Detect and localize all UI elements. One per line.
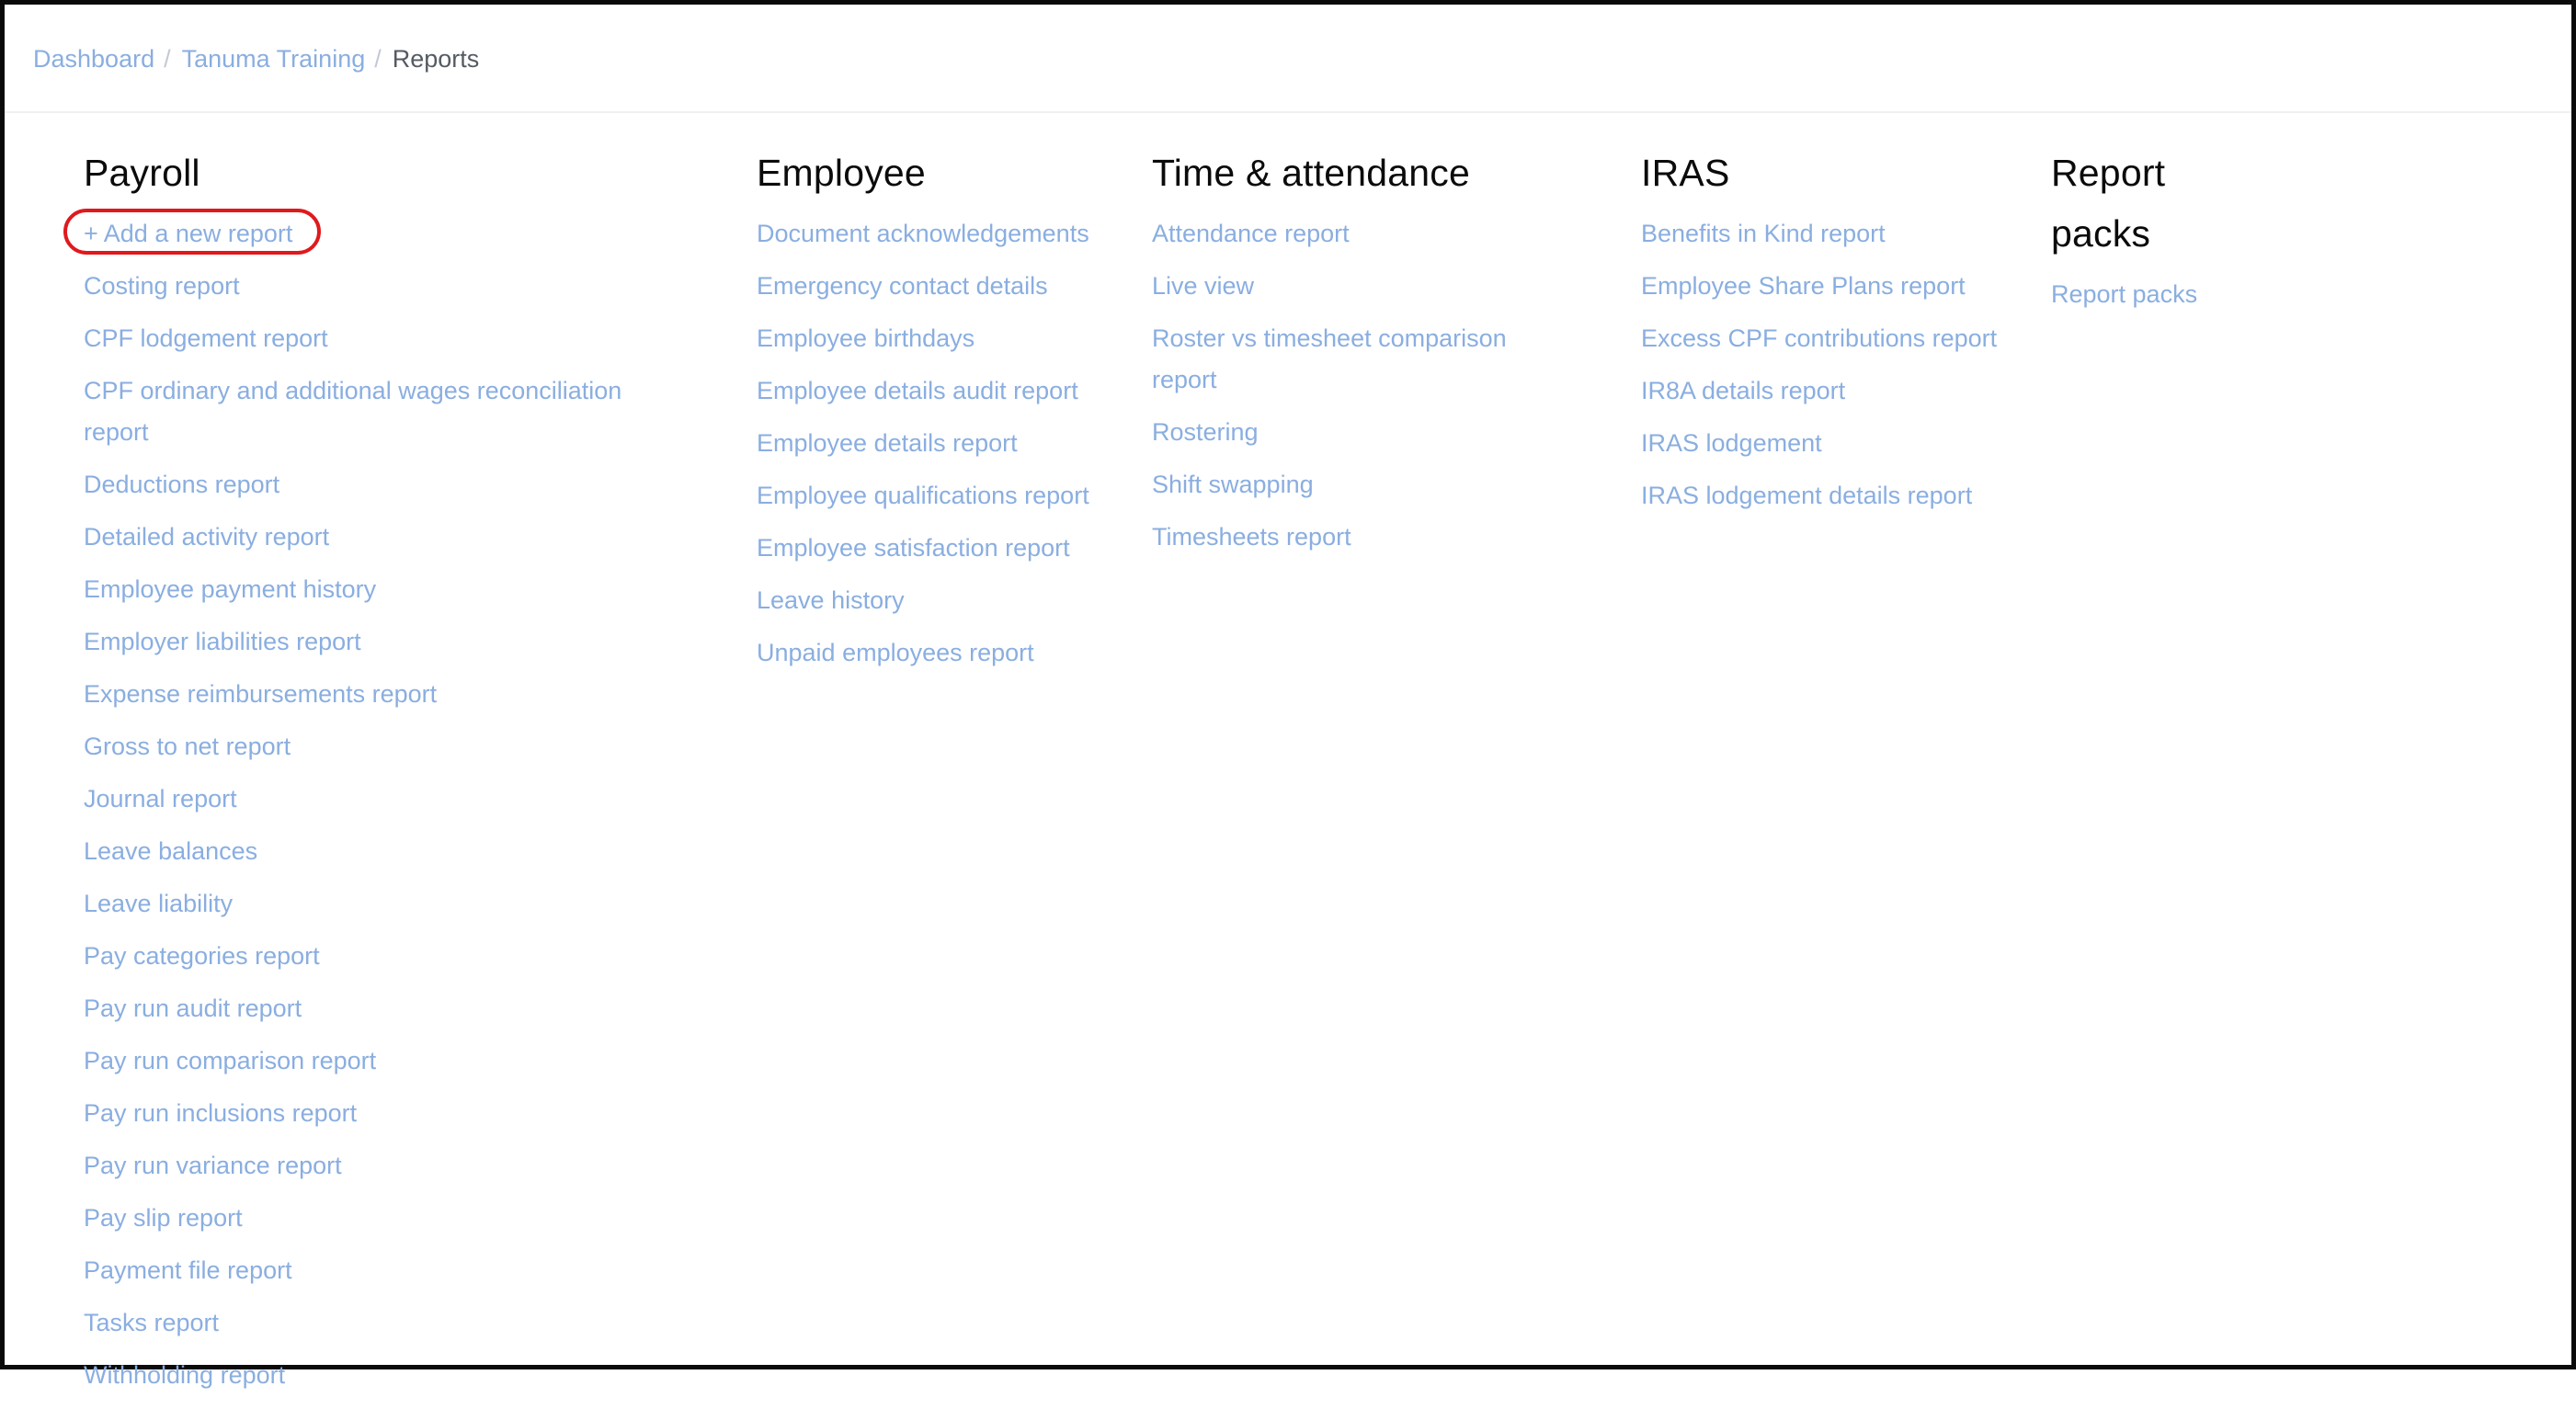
list-item [757,425,1106,466]
breadcrumb-tanuma-training-link[interactable]: Tanuma Training [181,45,366,73]
list-item [84,833,654,874]
list-item [1641,372,2000,414]
report-link-detailed-activity[interactable]: Detailed activity report [84,523,330,551]
report-link-employee-payment-history[interactable]: Employee payment history [84,575,377,603]
employee-column [757,142,1106,687]
list-item [757,529,1106,571]
report-link-ir8a-details[interactable]: IR8A details report [1641,377,1846,404]
report-packs-list [2051,276,2235,317]
report-link-excess-cpf-contributions[interactable]: Excess CPF contributions report [1641,324,1998,352]
report-link-iras-lodgement[interactable]: IRAS lodgement [1641,429,1822,457]
list-item [1152,466,1556,507]
list-item [84,623,654,665]
list-item [84,1199,654,1241]
report-link-employer-liabilities[interactable]: Employer liabilities report [84,628,361,655]
report-link-timesheets[interactable]: Timesheets report [1152,523,1351,551]
breadcrumb-bar [5,5,2571,113]
list-item [84,676,654,717]
report-link-report-packs[interactable]: Report packs [2051,280,2198,308]
report-link-pay-categories[interactable]: Pay categories report [84,942,320,970]
list-item [757,267,1106,309]
report-link-withholding[interactable]: Withholding report [84,1361,286,1389]
report-link-leave-balances[interactable]: Leave balances [84,837,258,865]
report-link-employee-share-plans[interactable]: Employee Share Plans report [1641,272,1966,300]
report-link-benefits-in-kind[interactable]: Benefits in Kind report [1641,220,1886,247]
report-link-iras-lodgement-details[interactable]: IRAS lodgement details report [1641,482,1973,509]
list-item [84,571,654,612]
list-item [2051,276,2235,317]
list-item [1152,267,1556,309]
report-link-employee-birthdays[interactable]: Employee birthdays [757,324,975,352]
report-link-cpf-lodgement[interactable]: CPF lodgement report [84,324,328,352]
report-link-gross-to-net[interactable]: Gross to net report [84,733,291,760]
report-link-cpf-wages-reconciliation[interactable]: CPF ordinary and additional wages reconciliation report [84,377,622,446]
report-link-employee-qualifications[interactable]: Employee qualifications report [757,482,1089,509]
list-item [84,885,654,926]
list-item [84,1147,654,1188]
breadcrumb-separator: / [374,45,382,73]
report-link-emergency-contact-details[interactable]: Emergency contact details [757,272,1048,300]
list-item [1641,215,2000,256]
add-new-report-link[interactable]: + Add a new report [84,220,293,247]
report-link-deductions[interactable]: Deductions report [84,471,280,498]
report-link-payment-file[interactable]: Payment file report [84,1256,292,1284]
iras-report-list [1641,215,2000,518]
time-attendance-heading: Time & attendance [1152,152,1471,194]
list-item [84,466,654,507]
report-link-employee-satisfaction[interactable]: Employee satisfaction report [757,534,1070,562]
report-link-pay-run-audit[interactable]: Pay run audit report [84,994,302,1022]
time-attendance-report-list [1152,215,1556,560]
report-link-pay-slip[interactable]: Pay slip report [84,1204,243,1232]
list-item [84,518,654,560]
breadcrumb-dashboard-link[interactable]: Dashboard [33,45,155,73]
report-link-tasks[interactable]: Tasks report [84,1309,220,1336]
list-item [84,937,654,979]
employee-report-list [757,215,1106,676]
report-link-employee-details-audit[interactable]: Employee details audit report [757,377,1078,404]
list-item [1641,425,2000,466]
list-item [1641,320,2000,361]
payroll-column [84,142,654,1409]
list-item [84,990,654,1031]
list-item [84,780,654,822]
report-link-leave-history[interactable]: Leave history [757,586,905,614]
list-item [84,320,654,361]
breadcrumb-separator: / [164,45,171,73]
list-item [84,1042,654,1084]
report-link-journal[interactable]: Journal report [84,785,237,812]
report-link-pay-run-comparison[interactable]: Pay run comparison report [84,1047,377,1074]
list-item [757,372,1106,414]
list-item [84,1095,654,1136]
list-item [84,215,654,256]
list-item [84,728,654,769]
report-link-document-acknowledgements[interactable]: Document acknowledgements [757,220,1089,247]
add-report-wrapper [84,215,292,256]
breadcrumb-current-page: Reports [392,45,480,73]
employee-heading: Employee [757,152,926,194]
report-link-expense-reimbursements[interactable]: Expense reimbursements report [84,680,438,708]
report-link-pay-run-inclusions[interactable]: Pay run inclusions report [84,1099,358,1127]
list-item [1641,267,2000,309]
report-link-unpaid-employees[interactable]: Unpaid employees report [757,639,1034,666]
list-item [757,634,1106,676]
report-link-leave-liability[interactable]: Leave liability [84,890,234,917]
list-item [757,477,1106,518]
list-item [84,1252,654,1293]
report-link-attendance[interactable]: Attendance report [1152,220,1350,247]
list-item [1152,518,1556,560]
iras-heading: IRAS [1641,152,1730,194]
report-link-shift-swapping[interactable]: Shift swapping [1152,471,1314,498]
payroll-heading: Payroll [84,152,200,194]
report-link-rostering[interactable]: Rostering [1152,418,1259,446]
list-item [1152,320,1556,403]
report-link-pay-run-variance[interactable]: Pay run variance report [84,1152,342,1179]
list-item [84,267,654,309]
list-item [84,1357,654,1398]
report-link-roster-vs-timesheet[interactable]: Roster vs timesheet comparison report [1152,324,1507,393]
iras-column [1641,142,2000,529]
list-item [84,372,654,455]
report-link-employee-details[interactable]: Employee details report [757,429,1018,457]
list-item [1641,477,2000,518]
payroll-report-list [84,215,654,1398]
list-item [757,320,1106,361]
report-link-live-view[interactable]: Live view [1152,272,1255,300]
list-item [84,1304,654,1346]
list-item [757,215,1106,256]
list-item [757,582,1106,623]
breadcrumb [33,42,479,75]
time-attendance-column [1152,142,1556,571]
list-item [1152,414,1556,455]
report-link-costing[interactable]: Costing report [84,272,240,300]
list-item [1152,215,1556,256]
report-packs-heading: Report packs [2051,152,2166,255]
report-packs-column [2051,142,2235,328]
